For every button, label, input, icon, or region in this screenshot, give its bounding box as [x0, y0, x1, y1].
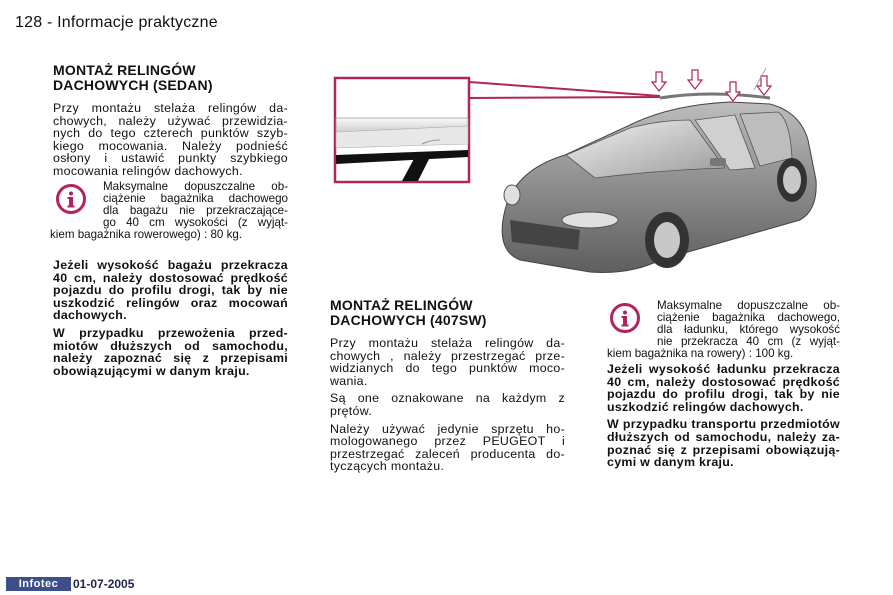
section-title-407sw: MONTAŻ RELINGÓW DACHOWYCH (407SW) [330, 297, 487, 328]
sedan-intro: Przy montażu stelaża relingów da- chowych, należy używać przewidzia- nych do tego czterech punktów szyb- kiego mocowania. Należy podnieść osłony i ustawić punkty szybkiego mocowania relingów dachowych. [53, 101, 288, 178]
407sw-height-warning: Jeżeli wysokość ładunku przekracza 40 cm, należy dostosować prędkość pojazdu do profilu drogi, tak by nie uszkodzić relingów dachowych. [607, 362, 840, 414]
car-roof-rail-illustration [330, 60, 830, 285]
sedan-load-note [50, 180, 288, 241]
arrow-down-icon [688, 70, 702, 89]
407sw-markings: Są one oznakowane na każdym z prętów. [330, 391, 565, 418]
infotec-badge: Infotec [6, 577, 71, 591]
sedan-height-warning: Jeżeli wysokość bagażu przekracza 40 cm, należy dostosować prędkość pojazdu do profilu drogi, tak by nie uszkodzić relingów oraz mocowań dachowych. [53, 258, 288, 323]
407sw-note-text: Maksymalne dopuszczalne ob- ciążenie bagażnika dachowego, dla ładunku, którego wysokość nie przekracza 40 cm (z wyjąt- kiem bagażnika na rowery) : 100 kg. [607, 299, 840, 360]
sedan-note-text: Maksymalne dopuszczalne ob- ciążenie bagażnika dachowego dla bagażu nie przekraczające- go 40 cm wysokości (z wyjąt- kiem bagażnika rowerowego) : 80 kg. [50, 180, 288, 241]
edition-date: 01-07-2005 [73, 577, 135, 591]
arrow-down-icon [757, 76, 771, 95]
section-title-sedan: MONTAŻ RELINGÓW DACHOWYCH (SEDAN) [53, 62, 213, 93]
left-column [53, 63, 288, 183]
407sw-load-note [607, 300, 840, 360]
arrow-down-icon [726, 82, 740, 101]
407sw-warnings [607, 363, 840, 474]
sedan-warnings [53, 259, 288, 382]
arrow-down-icon [652, 72, 666, 91]
407sw-long-items-warning: W przypadku transportu przedmiotów dłuższych od samochodu, należy za- poznać się z przepisami obowiązują- cymi w danym kraju. [607, 417, 840, 470]
roof-rail-inset [335, 78, 469, 182]
peugeot-407sw-car [502, 94, 816, 273]
sedan-long-items-warning: W przypadku przewożenia przed- miotów dłuższych od samochodu, należy zapoznać się z przepisami obowiązującymi w danym kraju. [53, 325, 288, 378]
page-header: 128 - Informacje praktyczne [15, 14, 218, 31]
407sw-approved-equipment: Należy używać jedynie sprzętu ho- mologowanego przez PEUGEOT i przestrzegać zaleceń producenta do- tyczących montażu. [330, 421, 565, 474]
middle-column [330, 298, 565, 478]
407sw-intro: Przy montażu stelaża relingów da- chowych , należy przestrzegać prze- widzianych do tego punktów moco- wania. [330, 336, 565, 388]
